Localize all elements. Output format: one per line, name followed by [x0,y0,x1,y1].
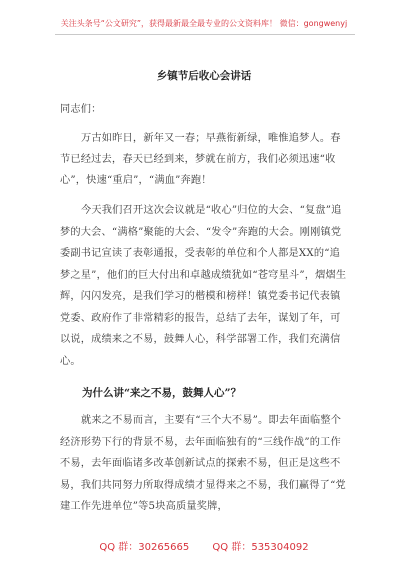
document-title: 乡镇节后收心会讲话 [156,70,252,82]
header-divider [55,34,355,35]
footer-qq-group-2: QQ 群：535304092 [212,542,309,553]
footer-qq-group-1: QQ 群：30265665 [99,542,190,553]
paragraph-2: 今天我们召开这次会议就是“收心”归位的大会、“复盘”追梦的大会、“满格”聚能的大会、“发令”奔跑的大会。刚刚镇党委副书记宣读了表彰通报，受表彰的单位和个人都是XX的“追梦之星”，他们的巨大付出和卓越成绩犹如“苍穹星斗”，熠熠生辉，闪闪发亮，是我们学习的楷模和榜样！镇党委书记代表镇党委、政府作了非常精彩的报告，总结了去年，谋划了年，可以说，成绩来之不易，鼓舞人心，科学部署工作，我们充满信心。 [60,205,347,367]
footer-contact [0,538,408,553]
paragraph-3: 就来之不易而言，主要有“三个大不易”。即去年面临整个经济形势下行的背景不易，去年面临独有的“三线作战”的工作不易，去年面临诸多改革创新试点的探索不易，但正是这些不易，我们共同努力所取得成绩才显得来之不易，我们赢得了“党建工作先进单位”等5块高质量奖牌， [60,415,346,512]
section-subheading: 为什么讲“来之不易，鼓舞人心”？ [82,387,242,399]
salutation: 同志们： [60,104,102,115]
header-banner: 关注头条号“公文研究”，获得最新最全最专业的公文资料库！ 微信：gongwenyj [60,19,348,28]
paragraph-1: 万古如昨日，新年又一春；早燕衔新绿，唯惟追梦人。春节已经过去，春天已经到来，梦就在前方，我们必须迅速“收心”，快速“重启”，“满血”奔跑！ [60,133,341,186]
